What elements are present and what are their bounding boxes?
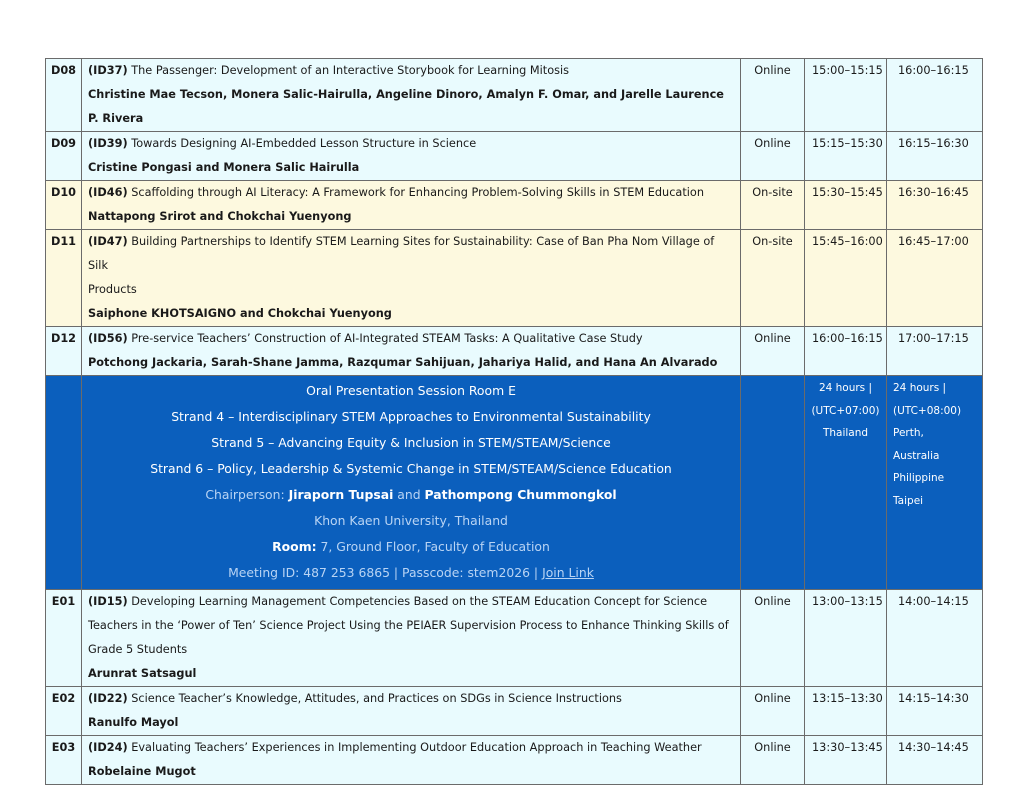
table-row	[46, 132, 983, 181]
presentation-code: E01	[46, 590, 82, 687]
paper-title: Developing Learning Management Competencies Based on the STEAM Education Concept for Science	[131, 595, 708, 608]
presentation-cell	[82, 590, 741, 687]
strand-5: Strand 5 – Advancing Equity & Inclusion in STEM/STEAM/Science	[211, 435, 611, 450]
room-value: 7, Ground Floor, Faculty of Education	[316, 539, 550, 554]
paper-id: (ID37)	[88, 64, 128, 77]
time-perth: 14:00–14:15	[887, 590, 983, 687]
paper-title-continued: Grade 5 Students	[88, 643, 188, 656]
presentation-cell	[82, 181, 741, 230]
session-empty-cell	[46, 376, 82, 590]
paper-authors: Robelaine Mugot	[88, 765, 196, 778]
paper-title-continued: Products	[88, 283, 137, 296]
presentation-cell	[82, 687, 741, 736]
timezone-thailand	[805, 376, 887, 590]
chair-2: Pathompong Chummongkol	[424, 487, 617, 502]
time-perth: 14:15–14:30	[887, 687, 983, 736]
time-thailand: 13:00–13:15	[805, 590, 887, 687]
presentation-mode: Online	[741, 590, 805, 687]
presentation-mode: Online	[741, 327, 805, 376]
paper-title: Building Partnerships to Identify STEM Learning Sites for Sustainability: Case of Ban Pha Nom Village of Silk	[88, 235, 715, 272]
tz-line: (UTC+07:00)	[811, 404, 880, 417]
paper-id: (ID47)	[88, 235, 128, 248]
paper-id: (ID39)	[88, 137, 128, 150]
presentation-mode: On-site	[741, 230, 805, 327]
presentation-code: D10	[46, 181, 82, 230]
paper-title: Evaluating Teachers’ Experiences in Implementing Outdoor Education Approach in Teaching Weather	[131, 741, 702, 754]
paper-title-continued: Teachers in the ‘Power of Ten’ Science Project Using the PEIAER Supervision Process to Enhance Thinking Skills of	[88, 619, 729, 632]
chair-1: Jiraporn Tupsai	[288, 487, 394, 502]
paper-id: (ID24)	[88, 741, 128, 754]
schedule-table	[45, 58, 983, 785]
tz-line: 24 hours |	[818, 382, 873, 394]
time-perth: 17:00–17:15	[887, 327, 983, 376]
paper-title: Pre-service Teachers’ Construction of AI-Integrated STEAM Tasks: A Qualitative Case Study	[131, 332, 643, 345]
chairperson-line	[82, 482, 740, 508]
chair-label: Chairperson:	[205, 487, 289, 502]
session-header-row	[46, 376, 983, 590]
table-row	[46, 590, 983, 687]
time-perth: 16:30–16:45	[887, 181, 983, 230]
time-thailand: 15:00–15:15	[805, 59, 887, 132]
table-row	[46, 59, 983, 132]
presentation-mode: Online	[741, 736, 805, 785]
table-row	[46, 687, 983, 736]
presentation-mode: On-site	[741, 181, 805, 230]
presentation-cell	[82, 327, 741, 376]
tz-line: Thailand	[822, 427, 869, 439]
presentation-cell	[82, 59, 741, 132]
paper-title: Towards Designing AI-Embedded Lesson Structure in Science	[131, 137, 477, 150]
tz-line: Taipei	[893, 494, 924, 507]
table-row	[46, 230, 983, 327]
presentation-mode: Online	[741, 132, 805, 181]
chair-and: and	[393, 487, 425, 502]
paper-title: The Passenger: Development of an Interactive Storybook for Learning Mitosis	[131, 64, 570, 77]
paper-id: (ID15)	[88, 595, 128, 608]
join-link[interactable]: Join Link	[542, 565, 594, 580]
time-perth: 14:30–14:45	[887, 736, 983, 785]
tz-line: Philippine	[893, 472, 945, 484]
paper-authors: Ranulfo Mayol	[88, 716, 179, 729]
paper-authors: Christine Mae Tecson, Monera Salic-Hairulla, Angeline Dinoro, Amalyn F. Omar, and Jarelle Laurence P. Rivera	[88, 88, 724, 125]
time-thailand: 15:15–15:30	[805, 132, 887, 181]
paper-title: Scaffolding through AI Literacy: A Framework for Enhancing Problem-Solving Skills in STEM Education	[131, 186, 704, 199]
meeting-info: Meeting ID: 487 253 6865 | Passcode: stem2026 |	[228, 565, 543, 580]
presentation-code: D12	[46, 327, 82, 376]
presentation-cell	[82, 230, 741, 327]
timezone-perth	[887, 376, 983, 590]
tz-line: Australia	[893, 449, 940, 462]
time-thailand: 16:00–16:15	[805, 327, 887, 376]
paper-authors: Nattapong Srirot and Chokchai Yuenyong	[88, 210, 352, 223]
meeting-line	[82, 560, 740, 586]
paper-authors: Saiphone KHOTSAIGNO and Chokchai Yuenyong	[88, 307, 392, 320]
time-thailand: 15:45–16:00	[805, 230, 887, 327]
time-perth: 16:45–17:00	[887, 230, 983, 327]
presentation-code: D08	[46, 59, 82, 132]
table-row	[46, 736, 983, 785]
session-empty-mode	[741, 376, 805, 590]
presentation-cell	[82, 736, 741, 785]
paper-id: (ID22)	[88, 692, 128, 705]
strand-4: Strand 4 – Interdisciplinary STEM Approaches to Environmental Sustainability	[171, 409, 651, 424]
tz-line: 24 hours |	[893, 382, 947, 394]
presentation-code: E03	[46, 736, 82, 785]
presentation-code: E02	[46, 687, 82, 736]
session-heading: Oral Presentation Session Room E	[306, 383, 516, 398]
table-row	[46, 327, 983, 376]
presentation-code: D11	[46, 230, 82, 327]
table-row	[46, 181, 983, 230]
paper-id: (ID56)	[88, 332, 128, 345]
session-info	[82, 376, 741, 590]
tz-line: (UTC+08:00)	[893, 404, 962, 417]
paper-authors: Arunrat Satsagul	[88, 667, 197, 680]
presentation-mode: Online	[741, 59, 805, 132]
paper-title: Science Teacher’s Knowledge, Attitudes, and Practices on SDGs in Science Instructions	[131, 692, 622, 705]
time-thailand: 15:30–15:45	[805, 181, 887, 230]
paper-authors: Cristine Pongasi and Monera Salic Hairulla	[88, 161, 360, 174]
presentation-mode: Online	[741, 687, 805, 736]
time-perth: 16:15–16:30	[887, 132, 983, 181]
strand-6: Strand 6 – Policy, Leadership & Systemic Change in STEM/STEAM/Science Education	[150, 461, 672, 476]
time-thailand: 13:30–13:45	[805, 736, 887, 785]
paper-authors: Potchong Jackaria, Sarah-Shane Jamma, Razqumar Sahijuan, Jahariya Halid, and Hana An Alvarado	[88, 356, 718, 369]
tz-line: Perth,	[893, 427, 924, 439]
room-label: Room:	[272, 539, 317, 554]
presentation-code: D09	[46, 132, 82, 181]
paper-id: (ID46)	[88, 186, 128, 199]
presentation-cell	[82, 132, 741, 181]
time-perth: 16:00–16:15	[887, 59, 983, 132]
university: Khon Kaen University, Thailand	[314, 513, 508, 528]
room-line	[82, 534, 740, 560]
time-thailand: 13:15–13:30	[805, 687, 887, 736]
